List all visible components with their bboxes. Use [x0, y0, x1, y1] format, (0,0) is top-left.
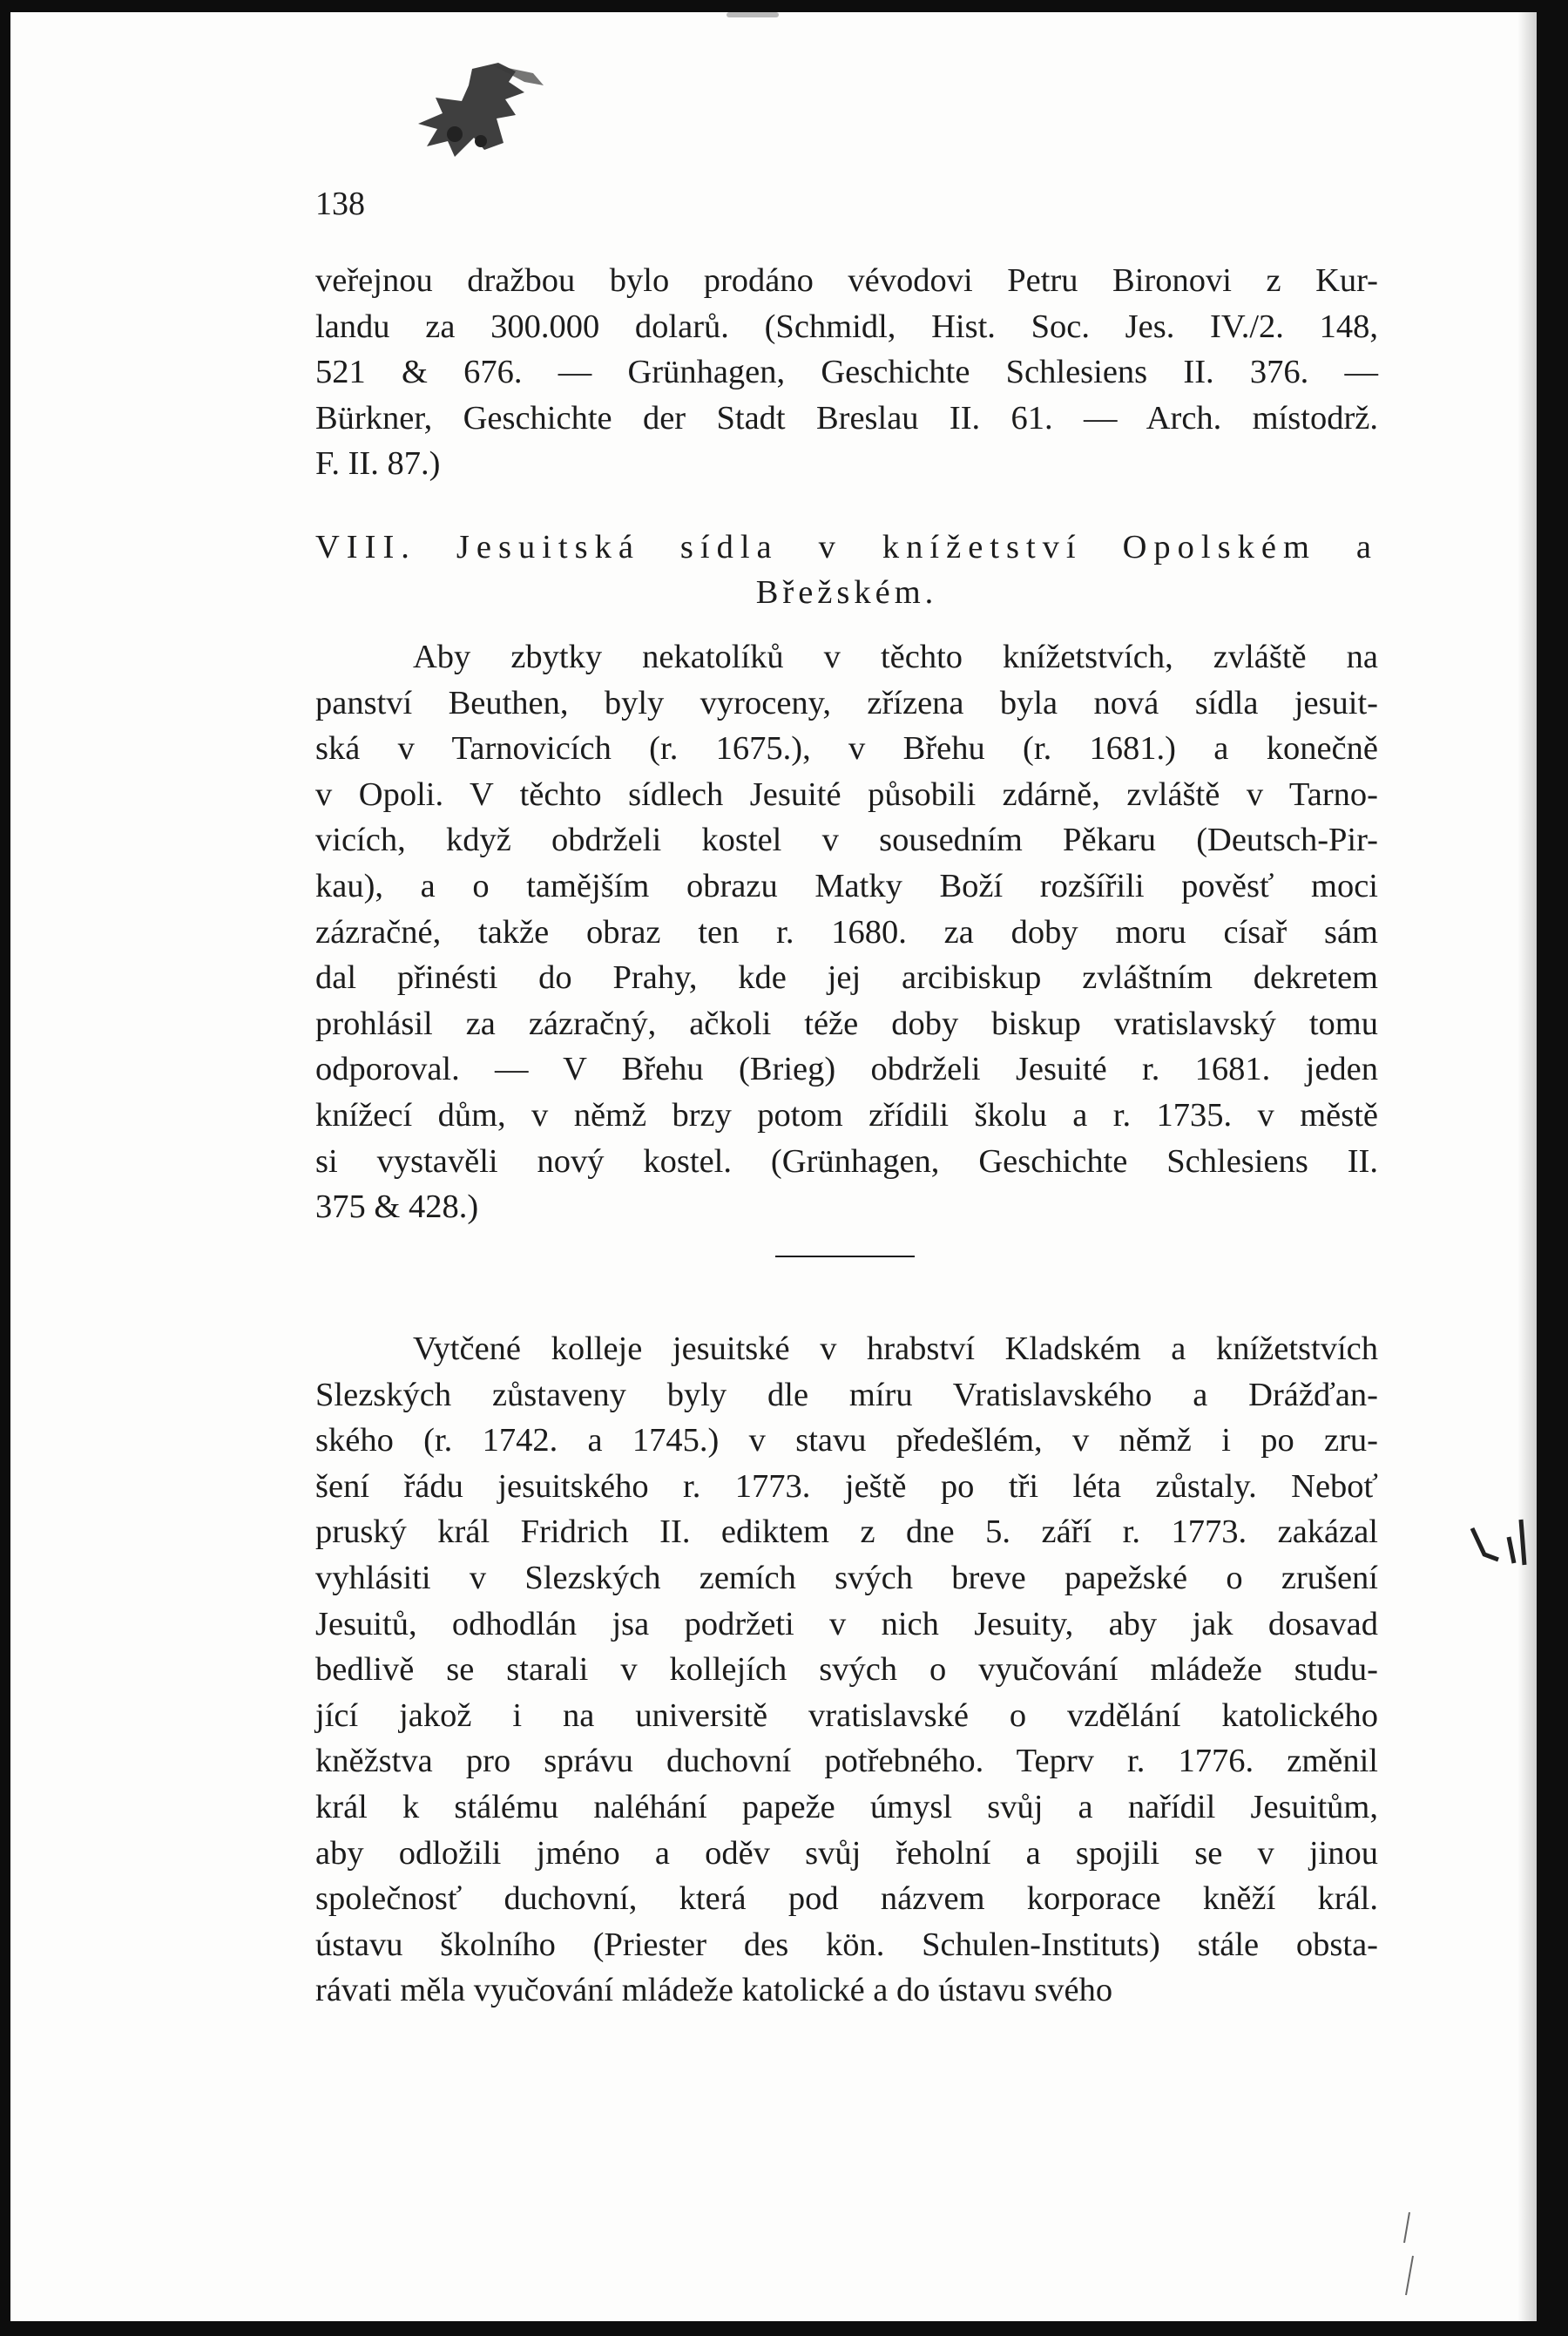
- paragraph-2-line: ská v Tarnovicích (r. 1675.), v Břehu (r. 1681.) a konečně: [315, 730, 1378, 768]
- paragraph-1-line: F. II. 87.): [315, 445, 441, 483]
- paragraph-2-line: vicích, když obdrželi kostel v sousedním Pěkaru (Deutsch-Pir-: [315, 822, 1378, 859]
- paragraph-2: [315, 634, 1378, 1230]
- paragraph-3-line: Jesuitů, odhodlán jsa podržeti v nich Jesuity, aby jak dosavad: [315, 1605, 1378, 1642]
- paragraph-2-line: zázračné, takže obraz ten r. 1680. za doby moru císař sám: [315, 913, 1378, 951]
- paragraph-2-line: kau), a o tamějším obrazu Matky Boží rozšířili pověsť moci: [315, 867, 1378, 904]
- paragraph-3-line: ského (r. 1742. a 1745.) v stavu předešlém, v němž i po zru-: [315, 1422, 1378, 1459]
- paragraph-1-line: veřejnou dražbou bylo prodáno vévodovi Petru Bironovi z Kur-: [315, 262, 1378, 299]
- paragraph-2-line: prohlásil za zázračný, ačkoli téže doby biskup vratislavský tomu: [315, 1005, 1378, 1042]
- paragraph-3-line: aby odložili jméno a oděv svůj řeholní a spojili se v jinou: [315, 1834, 1378, 1872]
- section-heading: [315, 525, 1378, 615]
- paragraph-3-line: ústavu školního (Priester des kön. Schulen-Instituts) stále obsta-: [315, 1926, 1378, 1963]
- scanned-page: [10, 12, 1537, 2321]
- paragraph-3-line: vyhlásiti v Slezských zemích svých breve papežské o zrušení: [315, 1559, 1378, 1596]
- paragraph-3-line: bedlivě se starali v kollejích svých o vyučování mládeže studu-: [315, 1651, 1378, 1689]
- paragraph-3-line: Slezských zůstaveny byly dle míru Vratislavského a Drážďan-: [315, 1376, 1378, 1413]
- paragraph-3-line: jící jakož i na universitě vratislavské o vzdělání katolického: [315, 1696, 1378, 1734]
- section-heading-line-1: VIII. Jesuitská sídla v knížetství Opolském a: [315, 529, 1378, 565]
- paragraph-2-line: panství Beuthen, byly vyroceny, zřízena byla nová sídla jesuit-: [315, 684, 1378, 721]
- paragraph-3: [315, 1326, 1378, 2014]
- paragraph-1-line: Bürkner, Geschichte der Stadt Breslau II. 61. — Arch. místodrž.: [315, 399, 1378, 437]
- paragraph-1-line: landu za 300.000 dolarů. (Schmidl, Hist. Soc. Jes. IV./2. 148,: [315, 308, 1378, 345]
- paragraph-1: [315, 258, 1378, 487]
- paragraph-3-line: kněžstva pro správu duchovní potřebného. Teprv r. 1776. změnil: [315, 1743, 1378, 1780]
- scan-speck: [727, 12, 779, 17]
- paragraph-3-line: šení řádu jesuitského r. 1773. ještě po tři léta zůstaly. Neboť: [315, 1467, 1378, 1505]
- paragraph-3-line: společnosť duchovní, která pod názvem korporace kněží král.: [315, 1880, 1378, 1918]
- page-number: 138: [315, 186, 365, 222]
- paragraph-1-line: 521 & 676. — Grünhagen, Geschichte Schlesiens II. 376. —: [315, 354, 1378, 391]
- paragraph-3-line: rávati měla vyučování mládeže katolické a do ústavu svého: [315, 1972, 1113, 2009]
- section-divider: [775, 1256, 915, 1257]
- paragraph-2-line: dal přinésti do Prahy, kde jej arcibiskup zvláštním dekretem: [315, 959, 1378, 997]
- margin-scribble: [1463, 1511, 1533, 1581]
- paragraph-2-line: knížecí dům, v němž brzy potom zřídili školu a r. 1735. v městě: [315, 1096, 1378, 1134]
- section-heading-line-2: Břežském.: [755, 574, 938, 611]
- page-edge-shadow: [1517, 12, 1537, 2321]
- paragraph-3-line: král k stálému naléhání papeže úmysl svůj a nařídil Jesuitům,: [315, 1788, 1378, 1825]
- paragraph-3-line: pruský král Fridrich II. ediktem z dne 5. září r. 1773. zakázal: [315, 1513, 1378, 1551]
- paragraph-2-line: si vystavěli nový kostel. (Grünhagen, Geschichte Schlesiens II.: [315, 1142, 1378, 1180]
- paragraph-2-line: odporoval. — V Břehu (Brieg) obdrželi Jesuité r. 1681. jeden: [315, 1051, 1378, 1088]
- paragraph-2-line: Aby zbytky nekatolíků v těchto knížetstvích, zvláště na: [413, 639, 1378, 675]
- paragraph-2-line: v Opoli. V těchto sídlech Jesuité působili zdárně, zvláště v Tarno-: [315, 775, 1378, 813]
- margin-scribble: [1387, 2208, 1430, 2304]
- paragraph-3-line: Vytčené kolleje jesuitské v hrabství Kladském a knížetstvích: [413, 1331, 1378, 1367]
- ink-blot: [394, 47, 585, 178]
- paragraph-2-line: 375 & 428.): [315, 1188, 479, 1226]
